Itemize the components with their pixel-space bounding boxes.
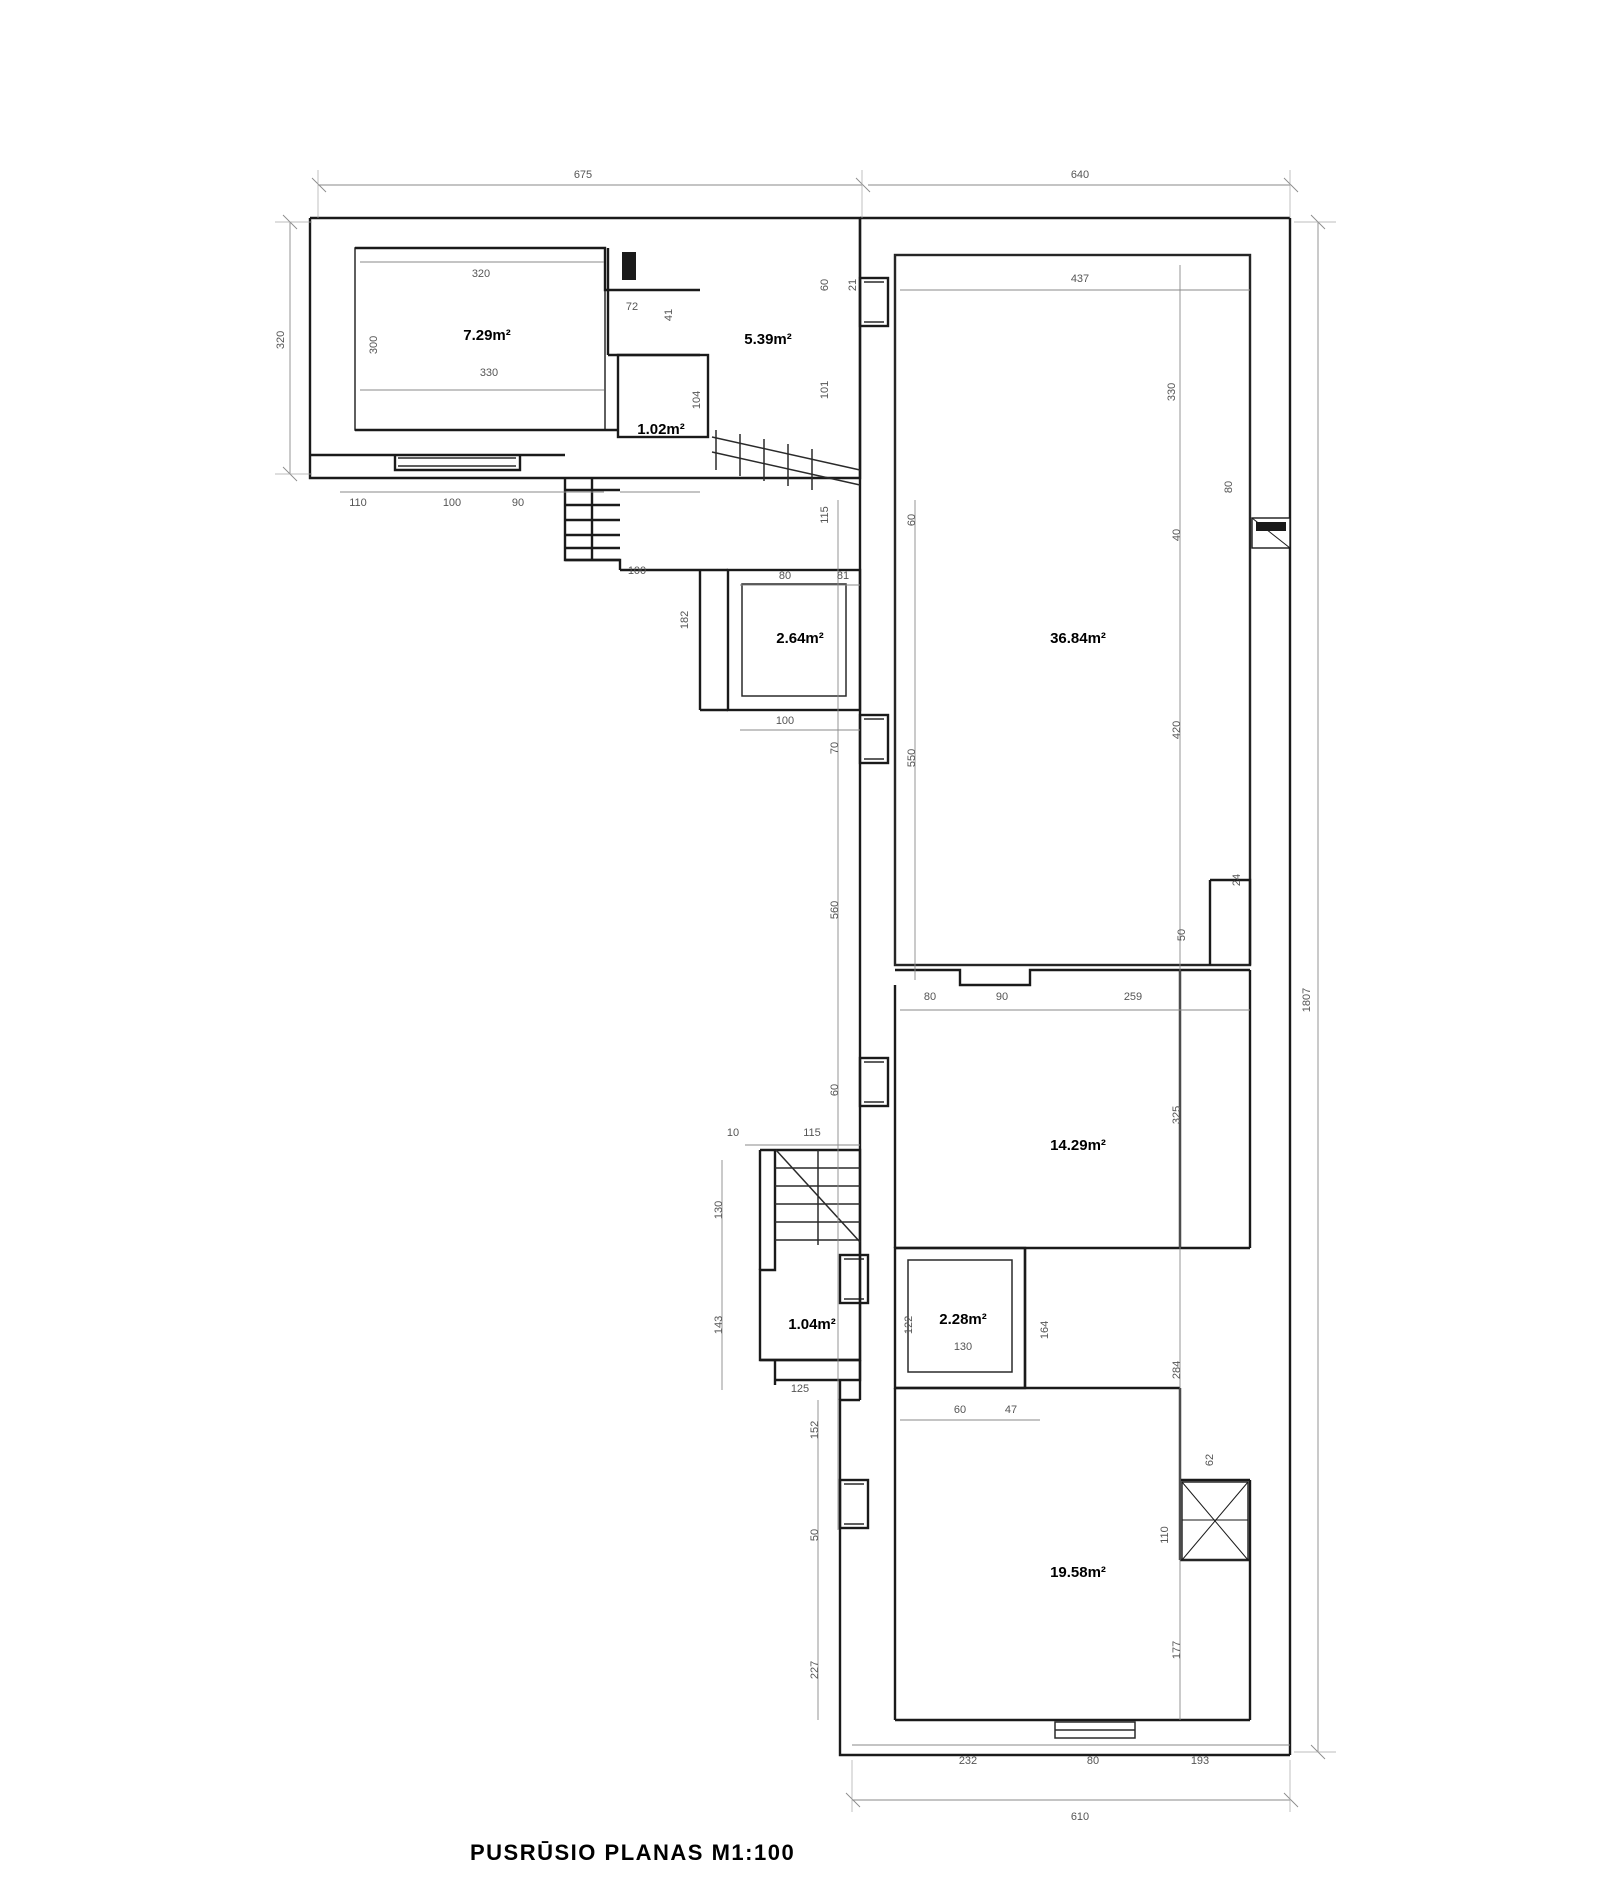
dimension-label: 330 <box>1166 382 1178 402</box>
dimension-label: 100 <box>442 497 462 509</box>
dimension-label: 110 <box>349 497 367 509</box>
dimension-label: 259 <box>1123 991 1143 1003</box>
dimension-label: 115 <box>803 1127 821 1139</box>
dimension-label: 143 <box>713 1315 725 1335</box>
dimension-label: 80 <box>1086 1755 1100 1767</box>
dimension-label: 1807 <box>1301 987 1313 1013</box>
dimension-label: 437 <box>1070 273 1090 285</box>
dimension-label: 320 <box>471 268 491 280</box>
dimension-label: 81 <box>836 570 850 582</box>
dimension-label: 560 <box>829 900 841 920</box>
room-label: 2.28m² <box>939 1311 987 1328</box>
room-14-29-walls <box>895 970 1250 1248</box>
dimension-label: 164 <box>1039 1320 1051 1340</box>
room-36-84-walls <box>895 255 1290 965</box>
lower-stair-and-1-04 <box>760 1150 860 1385</box>
building-outline <box>310 218 1290 1755</box>
dimension-label: 60 <box>953 1404 967 1416</box>
room-label: 5.39m² <box>744 331 792 348</box>
dimension-label: 21 <box>847 278 859 292</box>
dimension-label: 177 <box>1171 1640 1183 1660</box>
dimension-label: 50 <box>809 1528 821 1542</box>
dimension-label: 41 <box>663 308 675 322</box>
dimension-label: 60 <box>829 1083 841 1097</box>
dimension-label: 300 <box>368 335 380 355</box>
dimension-label: 100 <box>775 715 795 727</box>
room-label: 36.84m² <box>1050 630 1106 647</box>
dimension-label: 232 <box>958 1755 978 1767</box>
dimension-text-vertical <box>275 279 1313 1679</box>
dimension-text-horizontal <box>349 268 1209 1823</box>
room-label: 1.02m² <box>637 421 685 438</box>
spine-doors <box>840 278 888 1528</box>
room-area-labels <box>463 327 1106 1581</box>
dimension-label: 130 <box>953 1341 973 1353</box>
dimension-label: 640 <box>1070 169 1090 181</box>
room-label: 2.64m² <box>776 630 824 647</box>
upper-stair <box>565 430 860 570</box>
dimension-label: 227 <box>809 1660 821 1680</box>
dimension-label: 80 <box>923 991 937 1003</box>
dimension-label: 284 <box>1171 1360 1183 1380</box>
dimension-label: 90 <box>995 991 1009 1003</box>
dimension-label: 125 <box>790 1383 810 1395</box>
dimension-label: 330 <box>479 367 499 379</box>
dimension-label: 50 <box>1176 928 1188 942</box>
dimension-label: 24 <box>1231 873 1243 887</box>
dimension-label: 90 <box>511 497 525 509</box>
dimension-label: 72 <box>625 301 639 313</box>
room-label: 19.58m² <box>1050 1564 1106 1581</box>
dimension-label: 130 <box>713 1200 725 1220</box>
room-label: 1.04m² <box>788 1316 836 1333</box>
dimension-label: 110 <box>1159 1526 1171 1544</box>
dimension-text-top <box>574 169 1089 181</box>
dimension-label: 40 <box>1171 528 1183 542</box>
dimension-label: 122 <box>903 1315 915 1335</box>
dimension-label: 60 <box>819 278 831 292</box>
dimension-label: 101 <box>819 380 831 400</box>
room-19-58-walls <box>895 1388 1250 1738</box>
dimension-label: 60 <box>906 513 918 527</box>
dimension-label: 62 <box>1204 1453 1216 1467</box>
dimension-label: 10 <box>726 1127 740 1139</box>
room-label: 7.29m² <box>463 327 511 344</box>
dimension-label: 325 <box>1171 1105 1183 1125</box>
dimension-label: 675 <box>573 169 593 181</box>
dimension-label: 70 <box>829 741 841 755</box>
dimension-label: 104 <box>691 390 703 410</box>
dimension-label: 550 <box>906 748 918 768</box>
drawing-title: PUSRŪSIO PLANAS M1:100 <box>470 1840 796 1865</box>
dimension-label: 610 <box>1070 1811 1090 1823</box>
dimension-label: 80 <box>1223 480 1235 494</box>
dimension-lines <box>275 170 1336 1812</box>
dimension-label: 182 <box>679 610 691 630</box>
dimension-label: 320 <box>275 330 287 350</box>
dimension-label: 152 <box>809 1420 821 1440</box>
dimension-label: 80 <box>778 570 792 582</box>
dimension-label: 115 <box>819 506 831 524</box>
room-label: 14.29m² <box>1050 1137 1106 1154</box>
dimension-label: 193 <box>1190 1755 1210 1767</box>
dimension-label: 420 <box>1171 720 1183 740</box>
dimension-label: 47 <box>1004 1404 1018 1416</box>
dimension-label: 100 <box>627 565 647 577</box>
